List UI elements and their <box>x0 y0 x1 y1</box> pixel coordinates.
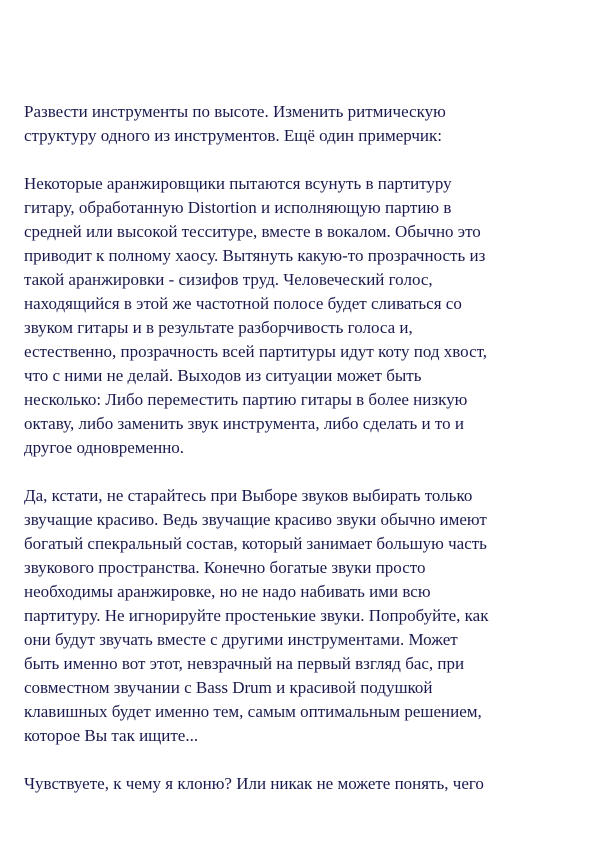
paragraph-closing-question: Чувствуете, к чему я клоню? Или никак не можете понять, чего <box>24 774 484 793</box>
paragraph-distortion-guitar: Некоторые аранжировщики пытаются всунуть в партитуру гитару, обработанную Distortion и исполняющую партию в средней или высокой тесситуре, вместе в вокалом. Обычно это приводит к полному хаосу. Вытянуть какую-то прозрачность из такой аранжировки - сизифов труд. Человеческий голос, находящийся в этой же частотной полосе будет сливаться со звуком гитары и в результате разборчивость голоса и, естественно, прозрачность всей партитуры идут коту под хвост, что с ними не делай. Выходов из ситуации может быть несколько: Либо переместить партию гитары в более низкую октаву, либо заменить звук инструмента, либо сделать и то и другое одновременно. <box>24 174 488 457</box>
paragraph-choosing-sounds: Да, кстати, не старайтесь при Выборе звуков выбирать только звучащие красиво. Ведь звучащие красиво звуки обычно имеют богатый спекральный состав, который занимает большую часть звукового пространства. Конечно богатые звуки просто необходимы аранжировке, но не надо набивать ими всю партитуру. Не игнорируйте простенькие звуки. Попробуйте, как они будут звучать вместе с другими инструментами. Может быть именно вот этот, невзрачный на первый взгляд бас, при совместном звучании с Bass Drum и красивой подушкой клавишных будет именно тем, самым оптимальным решением, которое Вы так ищите... <box>24 486 489 745</box>
paragraph-separate-instruments: Развести инструменты по высоте. Изменить ритмическую структуру одного из инструментов. Ещё один примерчик: <box>24 102 446 145</box>
